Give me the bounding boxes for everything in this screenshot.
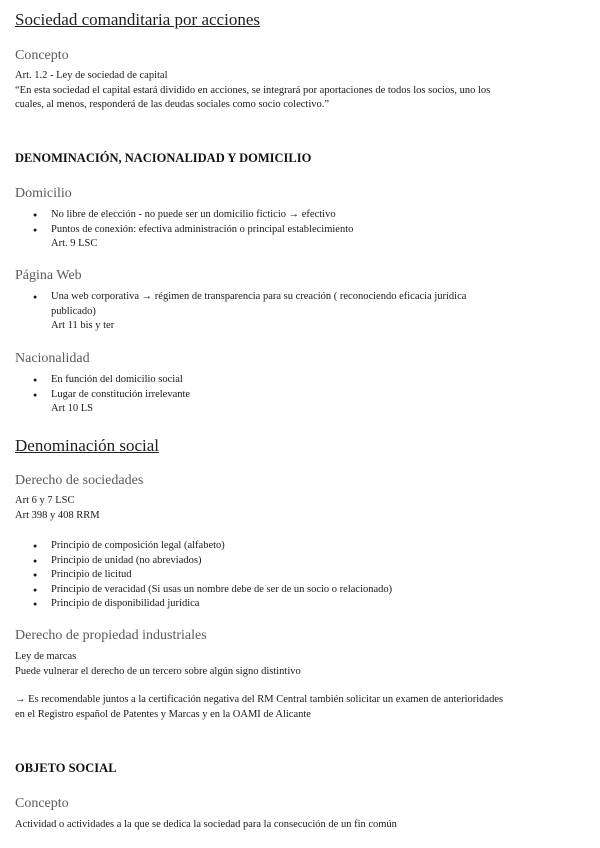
principios-list <box>15 539 392 612</box>
recommendation-note: → Es recomendable juntos a la certificación negativa del RM Central también solicitar un examen de anterioridades en el Registro español de Patentes y Marcas y en la OAMI de Alicante <box>15 694 504 720</box>
nacionalidad-list <box>15 373 190 417</box>
concepto-paragraph: Actividad o actividades a la que se dedica la sociedad para la consecución de un fin común <box>15 819 397 830</box>
pagina-web-heading: Página Web <box>15 268 82 283</box>
quote-line: “En esta sociedad el capital estará dividido en acciones, se integrará por aportaciones de todos los socios, uno los <box>15 84 491 96</box>
nacionalidad-heading: Nacionalidad <box>15 351 90 366</box>
concepto-heading: Concepto <box>15 48 69 63</box>
article-reference: Art. 9 LSC <box>51 238 98 249</box>
list-item: ● Principio de licitud <box>15 568 392 583</box>
quote-line: cuales, al menos, responderá de las deudas sociales como socio colectivo.” <box>15 99 330 110</box>
domicilio-heading: Domicilio <box>15 186 72 201</box>
article-reference: Art 10 LS <box>51 403 93 414</box>
document-title: Sociedad comanditaria por acciones <box>15 10 260 29</box>
list-item: ● En función del domicilio social <box>15 373 190 388</box>
derecho-propiedad-heading: Derecho de propiedad industriales <box>15 628 207 643</box>
denominacion-title: Denominación social <box>15 436 159 455</box>
list-item: ● Una web corporativa → régimen de transparencia para su creación ( reconociendo eficacia jurídica publicado) Art 11 bis y ter <box>15 290 466 334</box>
list-item: ● Lugar de constitución irrelevante Art 10 LS <box>15 388 190 417</box>
concepto-paragraph <box>15 69 490 113</box>
derecho-sociedades-heading: Derecho de sociedades <box>15 473 144 488</box>
domicilio-list <box>15 208 353 252</box>
derecho-propiedad-paragraph: Ley de marcas Puede vulnerar el derecho de un tercero sobre algún signo distintivo <box>15 651 301 677</box>
list-item: ● Principio de disponibilidad jurídica <box>15 597 392 612</box>
article-reference: Art. 1.2 - Ley de sociedad de capital <box>15 70 168 81</box>
section-heading: OBJETO SOCIAL <box>15 761 117 775</box>
list-item: ● Principio de veracidad (Si usas un nombre debe de ser de un socio o relacionado) <box>15 583 392 598</box>
derecho-sociedades-refs: Art 6 y 7 LSC Art 398 y 408 RRM <box>15 495 100 521</box>
list-item: ● Principio de composición legal (alfabeto) <box>15 539 392 554</box>
list-item: ● Puntos de conexión: efectiva administración o principal establecimiento Art. 9 LSC <box>15 223 353 252</box>
concepto-heading: Concepto <box>15 796 69 811</box>
list-item: ● Principio de unidad (no abreviados) <box>15 554 392 569</box>
section-heading: DENOMINACIÓN, NACIONALIDAD Y DOMICILIO <box>15 151 312 165</box>
article-reference: Art 11 bis y ter <box>51 320 115 331</box>
list-item: ● No libre de elección - no puede ser un domicilio ficticio → efectivo <box>15 208 353 223</box>
pagina-web-list <box>15 290 466 334</box>
